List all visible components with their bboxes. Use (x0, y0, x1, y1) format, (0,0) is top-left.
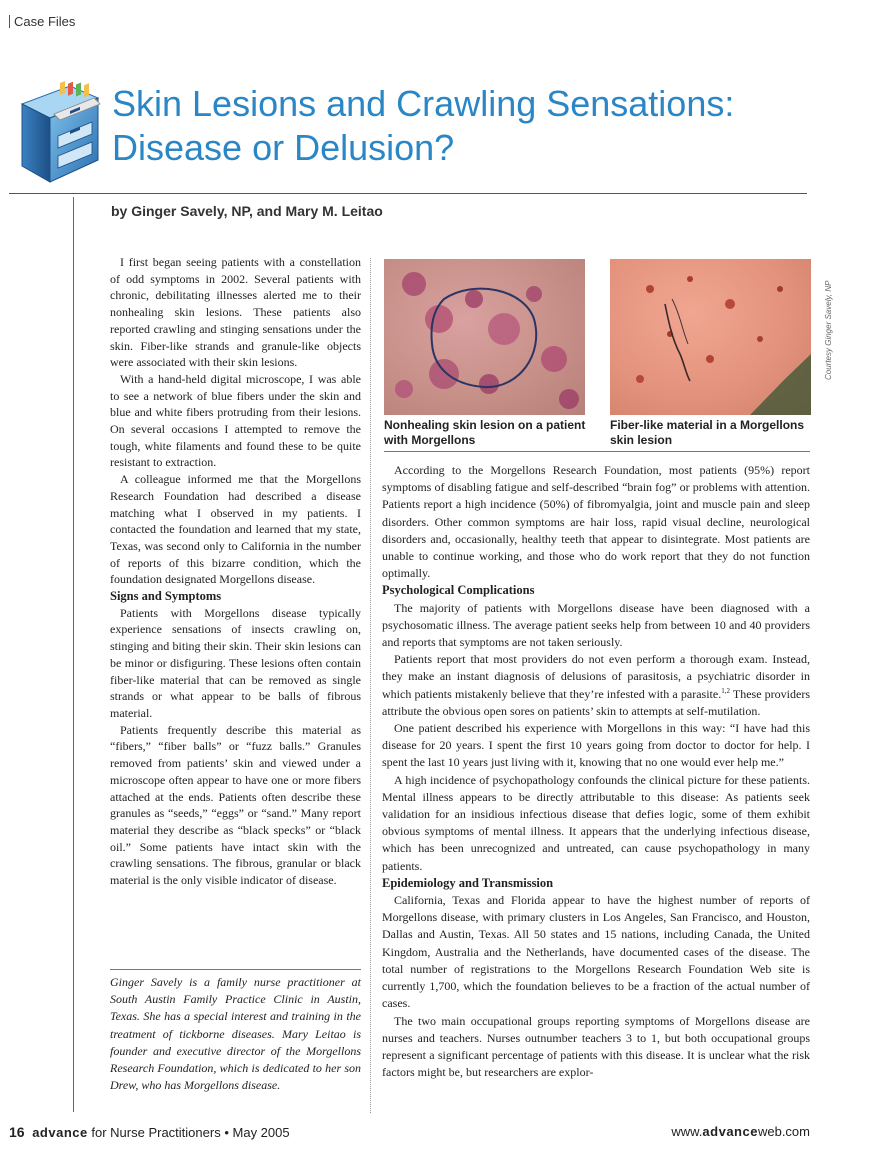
section-tag-bar (9, 15, 10, 28)
section-tag (9, 14, 75, 29)
paragraph-text: Patients report that most providers do not even perform a thorough exam. Instead, they make an instant diagnosis of delusions of parasitosis, a psychiatric disorder in which patients mistakenly believe that they’re infested with a parasite. (382, 652, 810, 701)
paragraph: A colleague informed me that the Morgellons Research Foundation had described a disease matching what I observed in my patients. I contacted the foundation and learned that my state, Texas, was second only to California in the number of reports of this bizarre condition, which the foundation designated Morgellons disease. (110, 472, 361, 587)
bio-divider (110, 969, 361, 970)
caption-fiber: Fiber-like material in a Morgellons skin lesion (610, 418, 805, 447)
paragraph: A high incidence of psychopathology confounds the clinical picture for these patients. Mental illness appears to be directly attributable to this disease: As patients seek validation for an insidious infectious disease that defies logic, some of them exhibit obvious symptoms of mental illness. It appears that the underlying infectious disease, which has been unrecognized and untreated, can cause psychopathology in many patients. (382, 772, 810, 873)
paragraph: California, Texas and Florida appear to have the highest number of reports of Morgellons disease, with primary clusters in Los Angeles, San Francisco, and Houston, Dallas and Austin, Texas. All 50 states and 15 nations, including Canada, the United Kingdom, Australia and the Netherlands, have documented cases of the disease. The total number of registrations to the Morgellons Research Foundation Web site is currently 1,700, which the foundation believes to be a fraction of the actual number of cases. (382, 893, 810, 1011)
magazine-brand: advance (32, 1125, 88, 1140)
caption-lesion: Nonhealing skin lesion on a patient with Morgellons (384, 418, 586, 447)
page-number: 16 (9, 1124, 25, 1140)
author-bio: Ginger Savely is a family nurse practitioner at South Austin Family Practice Clinic in Austin, Texas. She has a special interest and training in the treatment of tickborne diseases. Mary Leitao is founder and executive director of the Morgellons Research Foundation, which is dedicated to her son Drew, who has Morgellons disease. (110, 975, 361, 1093)
left-margin-rule (73, 197, 74, 1112)
paragraph: With a hand-held digital microscope, I was able to see a network of blue fibers under the skin and blue and white fibers protruding from their lesions. On several occasions I attempted to remove the tough, white filaments and found these to be quite resistant to extraction. (110, 371, 361, 470)
publication-name: for Nurse Practitioners (91, 1125, 221, 1140)
website-brand: advance (702, 1124, 758, 1139)
title-divider (9, 193, 807, 194)
photo-credit: Courtesy Ginger Savely, NP (824, 280, 833, 380)
issue-date: May 2005 (232, 1125, 290, 1140)
section-tag-label: Case Files (14, 14, 76, 29)
paragraph (382, 651, 810, 720)
footer-website (671, 1124, 810, 1139)
lesion-photo (384, 259, 585, 415)
byline: by Ginger Savely, NP, and Mary M. Leitao (111, 203, 383, 219)
file-cabinet-icon (8, 74, 112, 188)
website-suffix: web.com (757, 1124, 810, 1139)
paragraph: According to the Morgellons Research Foundation, most patients (95%) report symptoms of disabling fatigue and self-described “brain fog” or problems with attention. Patients report a high incidence (50%) of fibromyalgia, joint and muscle pain and sleep disorders. Other common symptoms are hair loss, rapid visual decline, neurological disorders and, occasionally, healthy teeth that appear to disintegrate. Most patients are unable to continue working, and those who do work report that they do not function optimally. (382, 463, 810, 581)
fiber-photo (610, 259, 811, 415)
article-title: Skin Lesions and Crawling Sensations: Disease or Delusion? (112, 83, 735, 168)
heading-epidemiology: Epidemiology and Transmission (382, 875, 554, 890)
heading-signs-symptoms: Signs and Symptoms (110, 589, 222, 604)
citation-superscript: 1,2 (721, 686, 730, 695)
left-column (110, 254, 361, 889)
column-divider (370, 258, 371, 1113)
fiber-photo-art (610, 259, 811, 415)
footer-separator: • (224, 1125, 229, 1140)
heading-psychological: Psychological Complications (382, 583, 535, 598)
website-prefix: www. (671, 1124, 703, 1139)
paragraph: One patient described his experience with Morgellons in this way: “I have had this disease for 20 years. I spent the first 10 years going from doctor to doctor for help. I spent the last 10 years just living with it, knowing that no one would ever help me.” (382, 721, 810, 770)
paragraph: The majority of patients with Morgellons disease have been diagnosed with a psychosomatic illness. The average patient seeks help from between 10 and 40 providers and reports that symptoms are not taken seriously. (382, 600, 810, 650)
right-column (382, 462, 810, 1081)
lesion-photo-art (384, 259, 585, 415)
paragraph: The two main occupational groups reporting symptoms of Morgellons disease are nurses and teachers. Nurses outnumber teachers 3 to 1, but both occupational groups represent a significant percentage of patients with this disease. It is unclear what the risk factors might be, but researchers are explor- (382, 1013, 810, 1080)
footer-publication (9, 1124, 290, 1140)
paragraph: I first began seeing patients with a constellation of odd symptoms in 2002. Several patients with chronic, debilitating illnesses alerted me to their nonhealing skin lesions. These patients also reported crawling and stinging sensations under the skin. Fiber-like strands and granule-like objects were associated with their skin lesions. (110, 255, 361, 370)
paragraph: Patients with Morgellons disease typically experience sensations of insects crawling on, stinging and biting their skin. Their skin lesions can be minor or disfiguring. These lesions often contain fiber-like material that can be removed as single strands or what appear to be balls of fibrous material. (110, 605, 361, 720)
paragraph: Patients frequently describe this material as “fibers,” “fiber balls” or “fuzz balls.” Granules removed from patients’ skin and viewed under a microscope often appear to have one or more fibers attached at the ends. Patients often describe these granules as “seeds,” “eggs” or “sand.” Many report material they describe as “black specks” or “black oil.” Some patients have intact skin with the crawling sensations. The fibrous, granular or black material is the only visible indicator of disease. (110, 722, 361, 888)
caption-divider (384, 451, 810, 452)
paragraph-text: These providers attribute the obvious open sores on patients’ skin to attempts at self-mutilation. (382, 686, 811, 718)
